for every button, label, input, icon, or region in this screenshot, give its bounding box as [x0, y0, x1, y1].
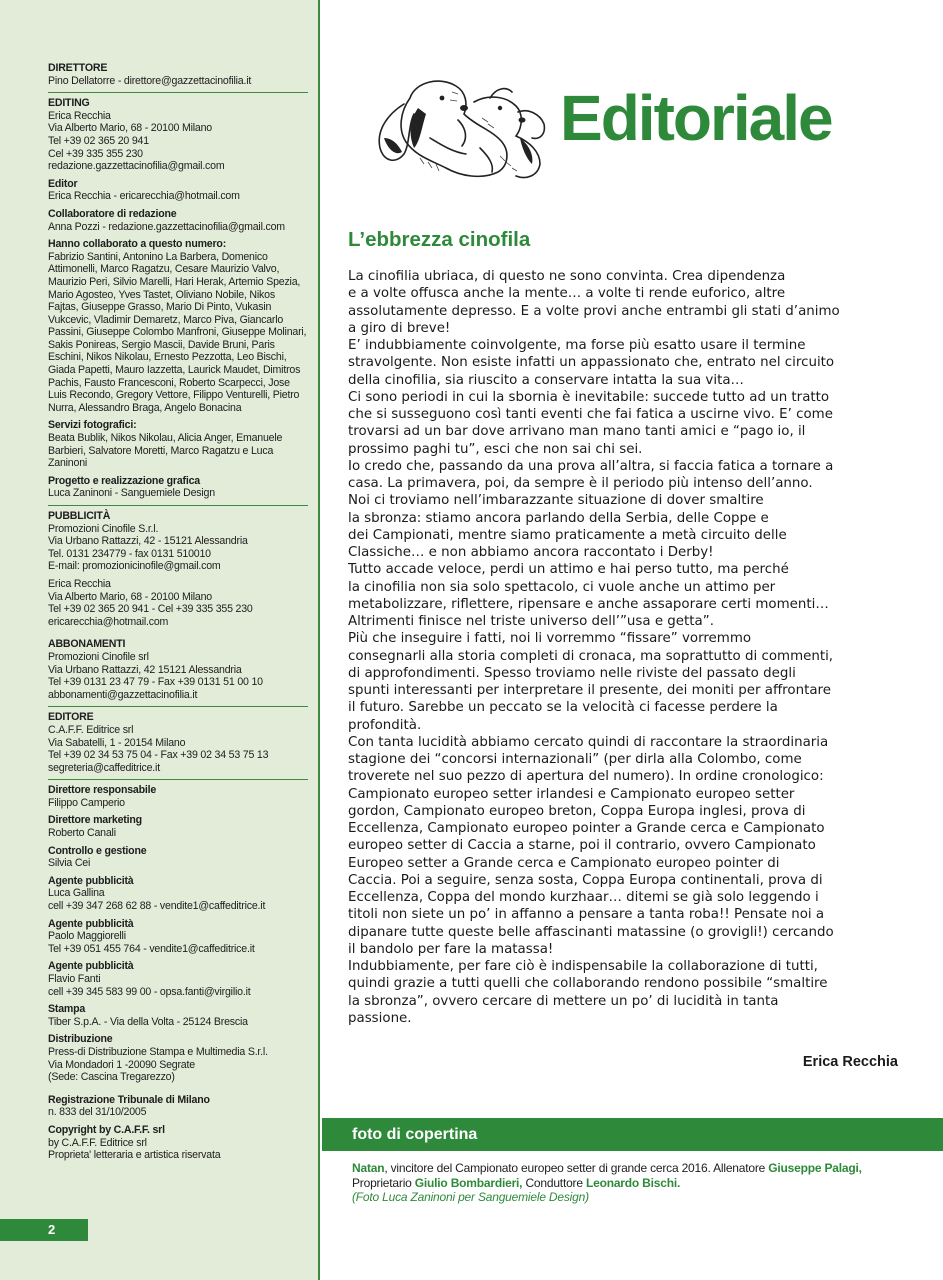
dogs-illustration	[370, 68, 555, 186]
masthead-credits	[48, 62, 308, 1167]
credit-line: Tiber S.p.A. - Via della Volta - 25124 Brescia	[48, 1015, 248, 1028]
article-line: Tutto accade veloce, perdi un attimo e hai perso tutto, ma perché	[348, 562, 789, 578]
article-headline: L’ebbrezza cinofila	[348, 228, 531, 251]
credit-line: Proprieta' letteraria e artistica riservata	[48, 1149, 221, 1162]
credit-line: Tel +39 02 365 20 941	[48, 134, 149, 147]
credit-heading: Editor	[48, 177, 78, 190]
cover-owner: Giulio Bombardieri,	[414, 1175, 523, 1190]
cover-credit: (Foto Luca Zaninoni per Sanguemiele Design)	[352, 1190, 589, 1204]
article-line: metabolizzare, riflettere, ripensare e anche assaporare certi momenti…	[348, 596, 829, 612]
credit-agente2	[48, 918, 308, 956]
credit-heading: Registrazione Tribunale di Milano	[48, 1093, 210, 1106]
article-body	[348, 268, 908, 1027]
article-line: a giro di breve!	[348, 320, 451, 336]
credit-direttore	[48, 62, 308, 87]
page-title: Editoriale	[560, 82, 832, 154]
cover-photo-bar	[322, 1118, 943, 1151]
credit-line: Paolo Maggiorelli	[48, 930, 126, 943]
credit-line: Flavio Fanti	[48, 973, 101, 985]
article-line: europeo setter di Caccia a starne, poi il contrario, ovvero Campionato	[348, 838, 816, 854]
cover-caption-text: , vincitore del Campionato europeo setter di grande cerca 2016. Allenatore	[384, 1161, 769, 1175]
credit-heading: Copyright by C.A.F.F. srl	[48, 1123, 165, 1136]
article-line: e a volte offusca anche la mente… a volte ti rende euforico, altre	[348, 286, 786, 302]
credit-line: cell +39 345 583 99 00 - opsa.fanti@virgilio.it	[48, 985, 251, 998]
article-line: che si susseguono così tanti eventi che fai fatica a uscirne vivo. E’ come	[348, 407, 833, 422]
credit-line: cell +39 347 268 62 88 - vendite1@caffeditrice.it	[48, 900, 266, 913]
credit-stampa	[48, 1003, 308, 1028]
article-line: La cinofilia ubriaca, di questo ne sono convinta. Crea dipendenza	[348, 269, 786, 284]
article-line: il futuro. Sarebbe un peccato se la velocità ci facesse perdere la	[348, 700, 778, 716]
article-line: la sbronza”, ovvero cercare di mettere un po’ di lucidità in tanta	[348, 993, 779, 1009]
credit-agente1	[48, 875, 308, 913]
credit-line: Silvia Cei	[48, 857, 91, 870]
credit-heading: Agente pubblicità	[48, 960, 134, 973]
credit-editore	[48, 706, 308, 774]
credit-line: Erica Recchia	[48, 109, 111, 122]
article-line: consegnarli alla storia completi di cronaca, ma soprattutto di commenti,	[348, 648, 834, 664]
credit-line: abbonamenti@gazzettacinofilia.it	[48, 688, 198, 701]
cover-handler-label: Conduttore	[522, 1175, 586, 1190]
credit-copyright	[48, 1124, 308, 1162]
credit-heading: Direttore marketing	[48, 814, 142, 827]
article-line: passione.	[348, 1010, 412, 1026]
article-line: spunti interessanti per interpretare il presente, dei moniti per affrontare	[348, 683, 831, 698]
credit-registrazione	[48, 1094, 308, 1119]
credit-heading: Progetto e realizzazione grafica	[48, 474, 200, 487]
credit-line: n. 833 del 31/10/2005	[48, 1106, 147, 1119]
credit-line: Tel +39 0131 23 47 79 - Fax +39 0131 51 00 10	[48, 676, 263, 689]
credit-line: Via Urbano Rattazzi, 42 - 15121 Alessandria	[48, 535, 248, 548]
credit-line: Roberto Canali	[48, 827, 116, 840]
cover-photo-title: foto di copertina	[352, 1126, 478, 1143]
article-line: dei Campionati, mentre siamo praticamente a metà circuito delle	[348, 527, 787, 543]
article-line: Europeo setter a Grande cerca e Campionato europeo pointer di	[348, 855, 780, 871]
credit-servizi	[48, 419, 308, 469]
article-line: Altrimenti finisce nel triste universo dell’”usa e getta”.	[348, 614, 714, 629]
article-paragraph	[348, 337, 908, 389]
credit-heading: Agente pubblicità	[48, 874, 134, 887]
credit-editing	[48, 92, 308, 173]
credit-pubblicita	[48, 505, 308, 628]
article-paragraph	[348, 268, 908, 337]
credit-line: ericarecchia@hotmail.com	[48, 615, 169, 628]
credit-line: Erica Recchia	[48, 577, 111, 590]
credit-line: by C.A.F.F. Editrice srl	[48, 1136, 147, 1149]
article-line: la cinofilia non sia solo spettacolo, ci vuole anche un attimo per	[348, 579, 776, 595]
article-line: Eccellenza, Coppa del mondo kurzhaar… ditemi se già solo leggendo i	[348, 890, 819, 905]
credit-line: E-mail: promozionicinofile@gmail.com	[48, 560, 221, 573]
credit-line: Tel. 0131 234779 - fax 0131 510010	[48, 547, 211, 560]
credit-heading: EDITORE	[48, 711, 94, 724]
article-line: titoli non siete un po’ in affanno a pensare a tanta roba!! Pensate noi a	[348, 907, 825, 923]
credit-dir-resp	[48, 779, 308, 809]
article-line: casa. La primavera, poi, da sempre è il periodo più intenso dell’anno.	[348, 476, 813, 491]
credit-heading: Stampa	[48, 1003, 86, 1016]
credit-line: Tel +39 02 34 53 75 04 - Fax +39 02 34 53 75 13	[48, 749, 269, 762]
cover-owner-label: Proprietario	[352, 1175, 415, 1190]
article-line: Noi ci troviamo nell’imbarazzante situazione di dover smaltire	[348, 493, 764, 509]
credit-collaboratore	[48, 208, 308, 233]
article-line: Campionato europeo setter irlandesi e Campionato europeo setter	[348, 786, 795, 802]
article-line: assolutamente depresso. E a volte provi anche entrambi gli stati d’animo	[348, 303, 840, 319]
article-paragraph	[348, 561, 908, 630]
credit-heading: EDITING	[48, 97, 90, 110]
credit-agente3	[48, 960, 308, 998]
credit-heading: Agente pubblicità	[48, 917, 134, 930]
article-line: Ci sono periodi in cui la sbornia è inevitabile: succede tutto ad un tratto	[348, 389, 830, 405]
credit-heading: ABBONAMENTI	[48, 638, 126, 651]
credit-line: C.A.F.F. Editrice srl	[48, 723, 134, 736]
article-paragraph	[348, 389, 908, 458]
article-line: Con tanta lucidità abbiamo cercato quindi di raccontare la straordinaria	[348, 734, 829, 750]
article-line: Eccellenza, Campionato europeo pointer a Grande cerca e Campionato	[348, 821, 825, 836]
credit-line: Via Alberto Mario, 68 - 20100 Milano	[48, 122, 212, 135]
article-paragraph	[348, 958, 908, 1027]
credit-heading: Hanno collaborato a questo numero:	[48, 238, 227, 251]
article-line: trovarsi ad un bar dove arrivano man mano tanti amici e “pago io, il	[348, 424, 806, 440]
article-line: della cinofilia, sia riuscito a conservare intatta la sua vita…	[348, 372, 744, 388]
article-paragraph	[348, 458, 908, 493]
credit-text: Fabrizio Santini, Antonino La Barbera, Domenico Attimonelli, Marco Ragatzu, Cesare Maurizio Valvo, Maurizio Peri, Silvio Marelli, Hari Herak, Artemio Spezia, Mario Agosteo, Yves Tastet, Oliviano Nobile, Nikos Fajtas, Giuseppe Grasso, Mario Di Pinto, Vukasin Vukcevic, Vladimir Demaretz, Marco Piva, Giancarlo Passini, Giuseppe Colombo Manfroni, Giuseppe Molinari, Sakis Ponireas, Sergio Mascii, Davide Bruni, Paris Eschini, Nikos Nikolau, Ernesto Pezzotta, Leo Bischi, Giada Papetti, Mauro Iazzetta, Laurick Maudet, Dimitros Pachis, Fausto Francesconi, Roberto Scarpecci, Jose Luis Recondo, Gregory Vettore, Filippo Venturelli, Pietro Nurra, Alessandro Braga, Angelo Bonacina	[48, 250, 307, 414]
credit-progetto	[48, 475, 308, 500]
credit-line: Tel +39 02 365 20 941 - Cel +39 335 355 230	[48, 603, 253, 616]
credit-line: redazione.gazzettacinofilia@gmail.com	[48, 160, 225, 173]
credit-heading: DIRETTORE	[48, 62, 108, 74]
credit-line: Via Urbano Rattazzi, 42 15121 Alessandria	[48, 663, 242, 676]
credit-line: Pino Dellatorre - direttore@gazzettacinofilia.it	[48, 74, 252, 87]
credit-line: Tel +39 051 455 764 - vendite1@caffeditrice.it	[48, 942, 255, 955]
credit-line: Via Alberto Mario, 68 - 20100 Milano	[48, 590, 212, 603]
article-line: Classiche… e non abbiamo ancora raccontato i Derby!	[348, 545, 714, 560]
article-line: di approfondimenti. Spesso troviamo nelle riviste del passato degli	[348, 665, 796, 681]
article-line: dipanare tutte queste belle affascinanti matassine (o grovigli!) cercando	[348, 924, 834, 940]
article-line: Più che inseguire i fatti, noi li vorremmo “fissare” vorremmo	[348, 631, 752, 647]
credit-line: Erica Recchia - ericarecchia@hotmail.com	[48, 190, 240, 203]
credit-line: segreteria@caffeditrice.it	[48, 761, 160, 774]
credit-distribuzione	[48, 1033, 308, 1083]
credit-dir-mkt	[48, 814, 308, 839]
credit-line: Via Sabatelli, 1 - 20154 Milano	[48, 736, 186, 749]
credit-line: Via Mondadori 1 -20090 Segrate	[48, 1058, 195, 1071]
article-line: la sbronza: stiamo ancora parlando della Serbia, delle Coppe e	[348, 510, 769, 526]
credit-controllo	[48, 845, 308, 870]
article-line: Io credo che, passando da una prova all’altra, si faccia fatica a tornare a	[348, 458, 834, 474]
credit-heading: Distribuzione	[48, 1033, 113, 1046]
article-paragraph	[348, 492, 908, 561]
article-line: troverete nel suo pezzo di apertura del numero). In ordine cronologico:	[348, 769, 824, 785]
credit-line: Promozioni Cinofile srl	[48, 650, 149, 663]
credit-text: Beata Bublik, Nikos Nikolau, Alicia Anger, Emanuele Barbieri, Salvatore Moretti, Marco Ragatzu e Luca Zaninoni	[48, 432, 283, 470]
article-line: Caccia. Poi a seguire, senza sosta, Coppa Europa continentali, prova di	[348, 872, 823, 888]
credit-line: Filippo Camperio	[48, 796, 125, 809]
credit-line: Press-di Distribuzione Stampa e Multimedia S.r.l.	[48, 1045, 268, 1058]
cover-handler: Leonardo Bischi.	[585, 1175, 681, 1190]
article-line: profondità.	[348, 717, 422, 733]
article-line: quindi grazie a tutti quelli che collaborando rendono possibile “smaltire	[348, 976, 828, 992]
credit-line: (Sede: Cascina Tregarezzo)	[48, 1071, 175, 1084]
cover-caption	[352, 1161, 922, 1205]
credit-heading: Collaboratore di redazione	[48, 207, 177, 220]
credit-line: Luca Gallina	[48, 887, 105, 900]
credit-line: Anna Pozzi - redazione.gazzettacinofilia@gmail.com	[48, 220, 285, 233]
credit-abbonamenti	[48, 638, 308, 701]
article-paragraph	[348, 630, 908, 734]
credit-heading: PUBBLICITÀ	[48, 510, 111, 522]
article-line: il bandolo per fare la matassa!	[348, 941, 554, 957]
credit-heading: Direttore responsabile	[48, 784, 157, 797]
article-line: stagione dei “concorsi internazionali” (per dirla alla Colombo, come	[348, 752, 802, 767]
credit-line: Promozioni Cinofile S.r.l.	[48, 522, 159, 535]
article-author: Erica Recchia	[802, 1054, 898, 1070]
credit-hanno	[48, 238, 308, 414]
cover-dog-name: Natan	[352, 1161, 385, 1175]
cover-trainer: Giuseppe Palagi,	[768, 1161, 862, 1175]
article-line: stravolgente. Non esiste infatti un appassionato che, entrato nel circuito	[348, 355, 835, 371]
article-line: Indubbiamente, per fare ciò è indispensabile la collaborazione di tutti,	[348, 959, 818, 974]
credit-heading: Servizi fotografici:	[48, 419, 137, 432]
credit-line: Cel +39 335 355 230	[48, 147, 143, 160]
article-paragraph	[348, 734, 908, 958]
credit-heading: Controllo e gestione	[48, 844, 147, 857]
article-line: prossimo paghi tu”, esci che non sai chi sei.	[348, 441, 643, 457]
article-line: gordon, Campionato europeo breton, Coppa Europa inglesi, prova di	[348, 803, 806, 819]
page-number: 2	[0, 1219, 88, 1241]
credit-editor	[48, 178, 308, 203]
masthead-sidebar	[0, 0, 320, 1280]
article-line: E’ indubbiamente coinvolgente, ma forse più esatto usare il termine	[348, 338, 806, 353]
credit-line: Luca Zaninoni - Sanguemiele Design	[48, 487, 215, 500]
